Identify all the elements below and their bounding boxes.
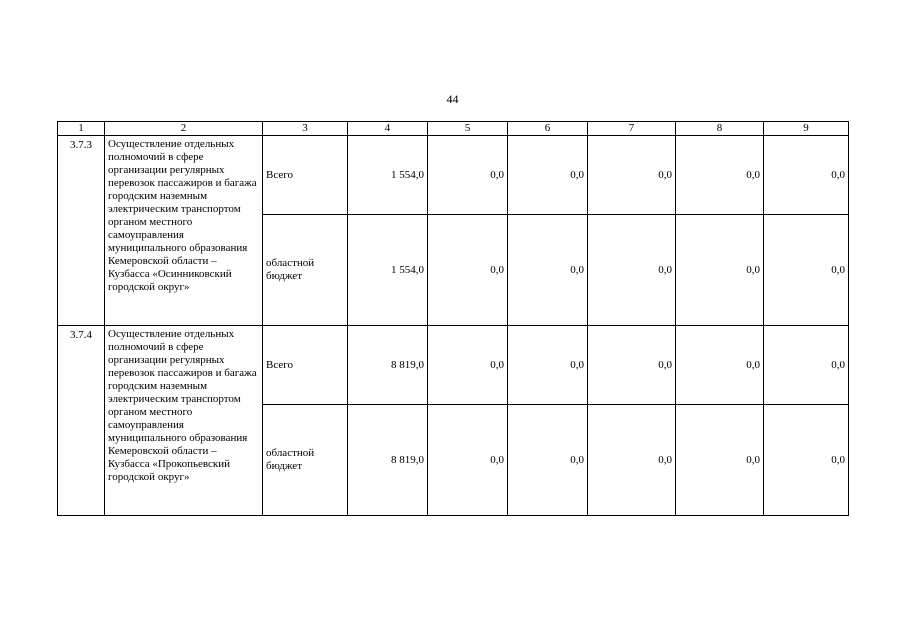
value-cell: 0,0 — [588, 405, 676, 516]
value-cell: 0,0 — [676, 405, 764, 516]
column-header: 9 — [764, 122, 849, 136]
row-name: Осуществление отдельных полномочий в сфере организации регулярных перевозок пассажиров и багажа городским наземным электрическим транспортом органом местного самоуправления муниципального образования Кемеровской области – Кузбасса «Прокопьевский городской округ» — [105, 326, 263, 516]
funding-source: областной бюджет — [263, 215, 348, 326]
table-row — [58, 326, 849, 405]
page-number: 44 — [446, 92, 459, 106]
value-cell: 0,0 — [508, 136, 588, 215]
value-cell: 0,0 — [428, 405, 508, 516]
value-cell: 0,0 — [428, 326, 508, 405]
funding-source: Всего — [263, 136, 348, 215]
table-header-row — [58, 122, 849, 136]
value-cell: 8 819,0 — [348, 326, 428, 405]
value-cell: 0,0 — [428, 136, 508, 215]
budget-table — [57, 121, 849, 516]
value-cell: 0,0 — [764, 405, 849, 516]
funding-source: областной бюджет — [263, 405, 348, 516]
column-header: 2 — [105, 122, 263, 136]
value-cell: 0,0 — [428, 215, 508, 326]
row-name: Осуществление отдельных полномочий в сфере организации регулярных перевозок пассажиров и багажа городским наземным электрическим транспортом органом местного самоуправления муниципального образования Кемеровской области – Кузбасса «Осинниковский городской округ» — [105, 136, 263, 326]
row-code: 3.7.4 — [58, 326, 105, 516]
row-code: 3.7.3 — [58, 136, 105, 326]
table-row — [58, 136, 849, 215]
value-cell: 0,0 — [588, 136, 676, 215]
value-cell: 0,0 — [508, 215, 588, 326]
column-header: 3 — [263, 122, 348, 136]
value-cell: 0,0 — [676, 215, 764, 326]
value-cell: 0,0 — [764, 215, 849, 326]
value-cell: 0,0 — [764, 136, 849, 215]
column-header: 7 — [588, 122, 676, 136]
value-cell: 1 554,0 — [348, 215, 428, 326]
column-header: 5 — [428, 122, 508, 136]
value-cell: 0,0 — [508, 405, 588, 516]
value-cell: 0,0 — [508, 326, 588, 405]
column-header: 8 — [676, 122, 764, 136]
value-cell: 0,0 — [588, 326, 676, 405]
column-header: 6 — [508, 122, 588, 136]
value-cell: 0,0 — [588, 215, 676, 326]
column-header: 4 — [348, 122, 428, 136]
value-cell: 0,0 — [676, 326, 764, 405]
value-cell: 1 554,0 — [348, 136, 428, 215]
value-cell: 0,0 — [764, 326, 849, 405]
value-cell: 8 819,0 — [348, 405, 428, 516]
value-cell: 0,0 — [676, 136, 764, 215]
column-header: 1 — [58, 122, 105, 136]
funding-source: Всего — [263, 326, 348, 405]
